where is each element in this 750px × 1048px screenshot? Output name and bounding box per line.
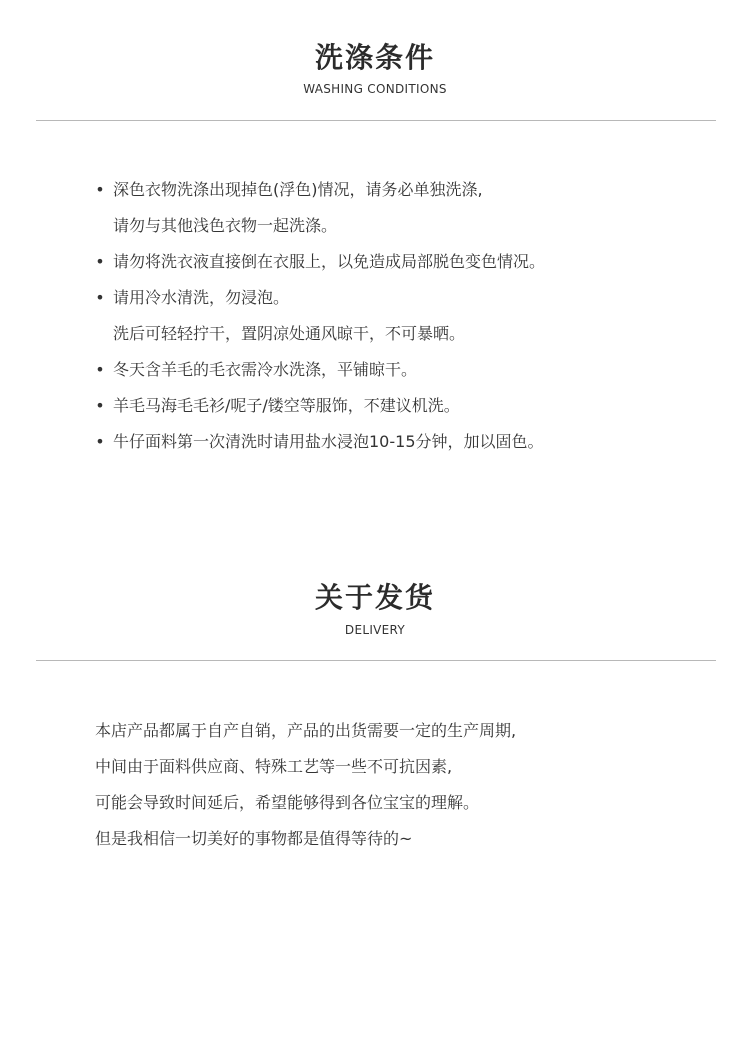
paragraph-line: 但是我相信一切美好的事物都是值得等待的~ — [95, 829, 413, 848]
list-item-text: 请勿将洗衣液直接倒在衣服上，以免造成局部脱色变色情况。 — [113, 252, 546, 271]
list-item-text: 深色衣物洗涤出现掉色(浮色)情况，请务必单独洗涤, — [113, 180, 483, 199]
paragraph-line: 可能会导致时间延后，希望能够得到各位宝宝的理解。 — [95, 793, 480, 812]
paragraph-line: 中间由于面料供应商、特殊工艺等一些不可抗因素, — [95, 757, 453, 776]
bullet-dot: • — [95, 252, 105, 271]
washing-divider — [36, 120, 716, 121]
list-item-text: 牛仔面料第一次清洗时请用盐水浸泡10-15分钟，加以固色。 — [113, 432, 544, 451]
bullet-dot: • — [95, 180, 105, 199]
washing-title: 洗涤条件 — [314, 41, 435, 74]
list-item-text: 请勿与其他浅色衣物一起洗涤。 — [113, 216, 338, 235]
list-item-text: 羊毛马海毛毛衫/呢子/镂空等服饰，不建议机洗。 — [113, 396, 460, 415]
bullet-dot: • — [95, 360, 105, 379]
list-item-text: 洗后可轻轻拧干，置阴凉处通风晾干，不可暴晒。 — [113, 324, 466, 343]
bullet-dot: • — [95, 432, 105, 451]
delivery-paragraph — [95, 713, 516, 857]
paragraph-line: 本店产品都属于自产自销，产品的出货需要一定的生产周期, — [95, 721, 517, 740]
delivery-subtitle: DELIVERY — [344, 623, 406, 637]
list-item-text: 冬天含羊毛的毛衣需冷水洗涤，平铺晾干。 — [113, 360, 418, 379]
delivery-title: 关于发货 — [314, 581, 435, 614]
delivery-divider — [36, 660, 716, 661]
list-item-text: 请用冷水清洗，勿浸泡。 — [113, 288, 290, 307]
bullet-dot: • — [95, 288, 105, 307]
bullet-dot: • — [95, 396, 105, 415]
washing-subtitle: WASHING CONDITIONS — [303, 82, 447, 96]
